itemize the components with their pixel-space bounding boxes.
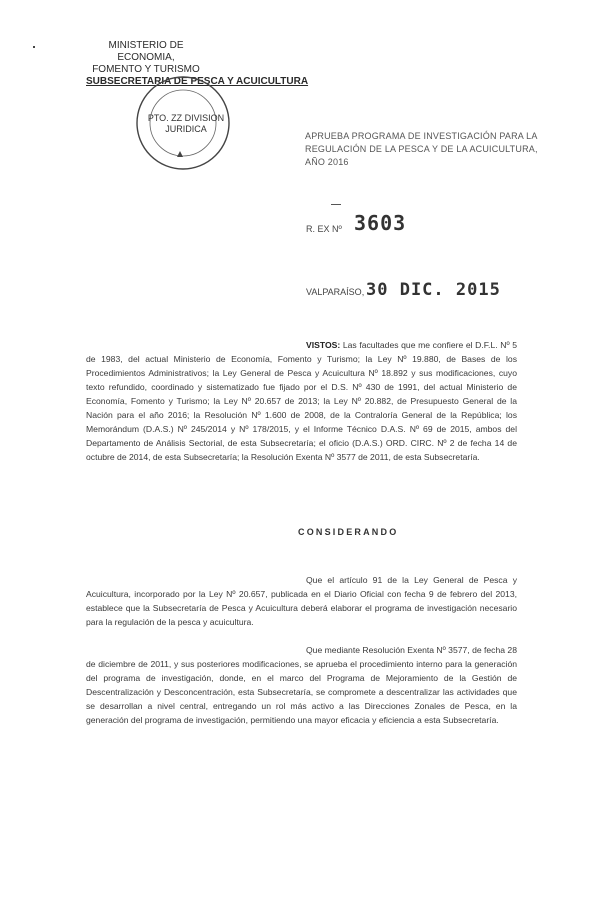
document-title: APRUEBA PROGRAMA DE INVESTIGACIÓN PARA LA REGULACIÓN DE LA PESCA Y DE LA ACUICULTURA, AÑO 2016 [305, 131, 538, 167]
considerando-paragraph-2: Que mediante Resolución Exenta Nº 3577, de fecha 28 de diciembre de 2011, y sus posteriores modificaciones, se aprueba el procedimiento interno para la generación del programa de investigación, donde, en el marco del Programa de Mejoramiento de la Gestión de Descentralización y Desconcentración, esta Subsecretaría, se compromete a descentralizar las actividades que se desarrollan a nivel central, entregando un rol más activo a las Direcciones Zonales de Pesca, en la generación del programa de investigación, permitiendo una mayor eficacia y eficiencia a esta Subsecretaría. [86, 645, 517, 725]
number-mark [331, 204, 341, 205]
vistos-paragraph [86, 338, 517, 464]
resolution-label: R. EX Nº [306, 224, 342, 234]
ministry-line-2: ECONOMIA, [117, 52, 175, 63]
vistos-text: Las facultades que me confiere el D.F.L. Nº 5 de 1983, del actual Ministerio de Economía, Fomento y Turismo; la Ley Nº 19.880, de Bases de los Procedimientos Administrativos; la Ley General de Pesca y Acuicultura Nº 18.892 y sus modificaciones, cuyo texto refundido, coordinado y sistematizado fue fijado por el D.S. Nº 430 de 1991, del actual Ministerio de Economía, Fomento y Turismo; la Ley Nº 20.657 de 2013; la Ley Nº 20.882, de Presupuesto General de la Nación para el año 2016; la Resolución Nº 1.600 de 2008, de la Contraloría General de la República; los Memorándum (D.A.S.) Nº 245/2014 y Nº 178/2015, y el Informe Técnico D.A.S. Nº 69 de 2015, ambos del Departamento de Análisis Sectorial, de esta Subsecretaría; el oficio (D.A.S.) ORD. CIRC. Nº 2 de fecha 14 de octubre de 2014, de esta Subsecretaría; la Resolución Exenta Nº 3577 de 2011, de esta Subsecretaría. [86, 340, 517, 462]
place-label: VALPARAÍSO, [306, 287, 365, 297]
resolution-number: 3603 [354, 211, 407, 235]
considerando-heading: CONSIDERANDO [298, 527, 399, 537]
ministry-line-1: MINISTERIO DE [108, 40, 184, 51]
date-stamp: 30 DIC. 2015 [366, 280, 501, 300]
vistos-heading: VISTOS: [306, 340, 341, 350]
considerando-paragraph-1: Que el artículo 91 de la Ley General de Pesca y Acuicultura, incorporado por la Ley Nº 20.657, publicada en el Diario Oficial con fecha 9 de febrero del 2013, establece que la Subsecretaría de Pesca y Acuicultura deberá elaborar el programa de investigación necesario para la regulación de la pesca y acuicultura. [86, 575, 517, 627]
stamp-text [138, 113, 234, 135]
stamp-line-1: PTO. ZZ DIVISION [147, 113, 225, 123]
ministry-line-3: FOMENTO Y TURISMO [92, 64, 200, 75]
speck-dot [33, 46, 35, 48]
subsecretaria-name: SUBSECRETARIA DE PESCA Y ACUICULTURA [86, 76, 309, 87]
stamp-line-2: JURIDICA [165, 124, 207, 134]
